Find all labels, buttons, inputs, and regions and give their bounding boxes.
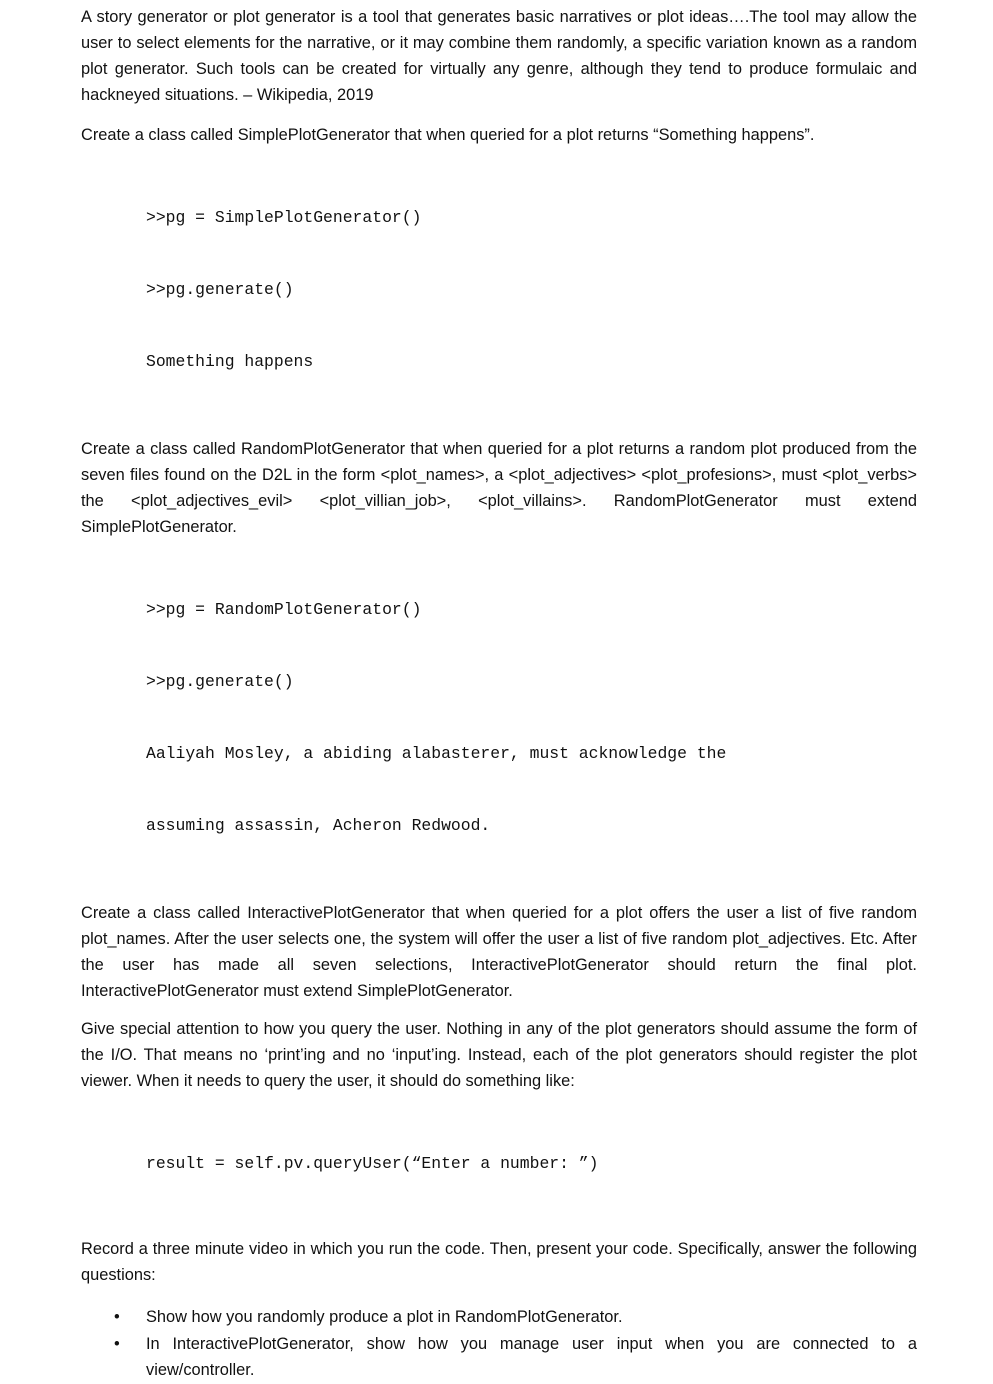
code-line: >>pg = SimplePlotGenerator() [146,208,422,227]
random-plot-generator-instructions: Create a class called RandomPlotGenerator that when queried for a plot returns a random plot produced from the seven files found on the D2L in the form <plot_names>, a <plot_adjectives> <plot_profesions>, must <plot_verbs> the <plot_adjectives_evil> <plot_villian_job>, <plot_villains>. RandomPlotGenerator must extend SimplePlotGenerator. [81,440,917,536]
query-user-instructions: Give special attention to how you query the user. Nothing in any of the plot generators should assume the form of the I/O. That means no ‘print’ing and no ‘input’ing. Instead, each of the plot generators should register the plot viewer. When it needs to query the user, it should do something like: [81,1020,917,1090]
code-line: >>pg.generate() [146,280,294,299]
random-plot-generator-code [146,550,917,886]
code-line: >>pg = RandomPlotGenerator() [146,600,422,619]
intro-paragraph: A story generator or plot generator is a tool that generates basic narratives or plot ideas….The tool may allow the user to select elements for the narrative, or it may combine them randomly, a specific variation known as a random plot generator. Such tools can be created for virtually any genre, although they tend to produce formulaic and hackneyed situations. – Wikipedia, 2019 [81,8,917,104]
list-item [81,1331,917,1383]
list-item [81,1304,917,1330]
question-list [81,1304,917,1383]
simple-plot-generator-instructions: Create a class called SimplePlotGenerator that when queried for a plot returns “Something happens”. [81,126,815,144]
code-line: Aaliyah Mosley, a abiding alabasterer, must acknowledge the [146,744,727,763]
list-item-text: In InteractivePlotGenerator, show how you manage user input when you are connected to a view/controller. [146,1335,917,1379]
assignment-document [81,4,917,1384]
simple-plot-generator-code [146,158,917,422]
code-line: result = self.pv.queryUser(“Enter a number: ”) [146,1154,599,1173]
bullet-icon: • [114,1308,120,1326]
query-user-code [146,1104,917,1224]
code-line: Something happens [146,352,314,371]
code-line: >>pg.generate() [146,672,294,691]
code-line: assuming assassin, Acheron Redwood. [146,816,491,835]
bullet-icon: • [114,1335,120,1353]
interactive-plot-generator-instructions: Create a class called InteractivePlotGenerator that when queried for a plot offers the user a list of five random plot_names. After the user selects one, the system will offer the user a list of five random plot_adjectives. Etc. After the user has made all seven selections, InteractivePlotGenerator should return the final plot. InteractivePlotGenerator must extend SimplePlotGenerator. [81,904,917,1000]
list-item-text: Show how you randomly produce a plot in RandomPlotGenerator. [146,1308,623,1326]
video-instructions: Record a three minute video in which you run the code. Then, present your code. Specifically, answer the following questions: [81,1240,917,1284]
